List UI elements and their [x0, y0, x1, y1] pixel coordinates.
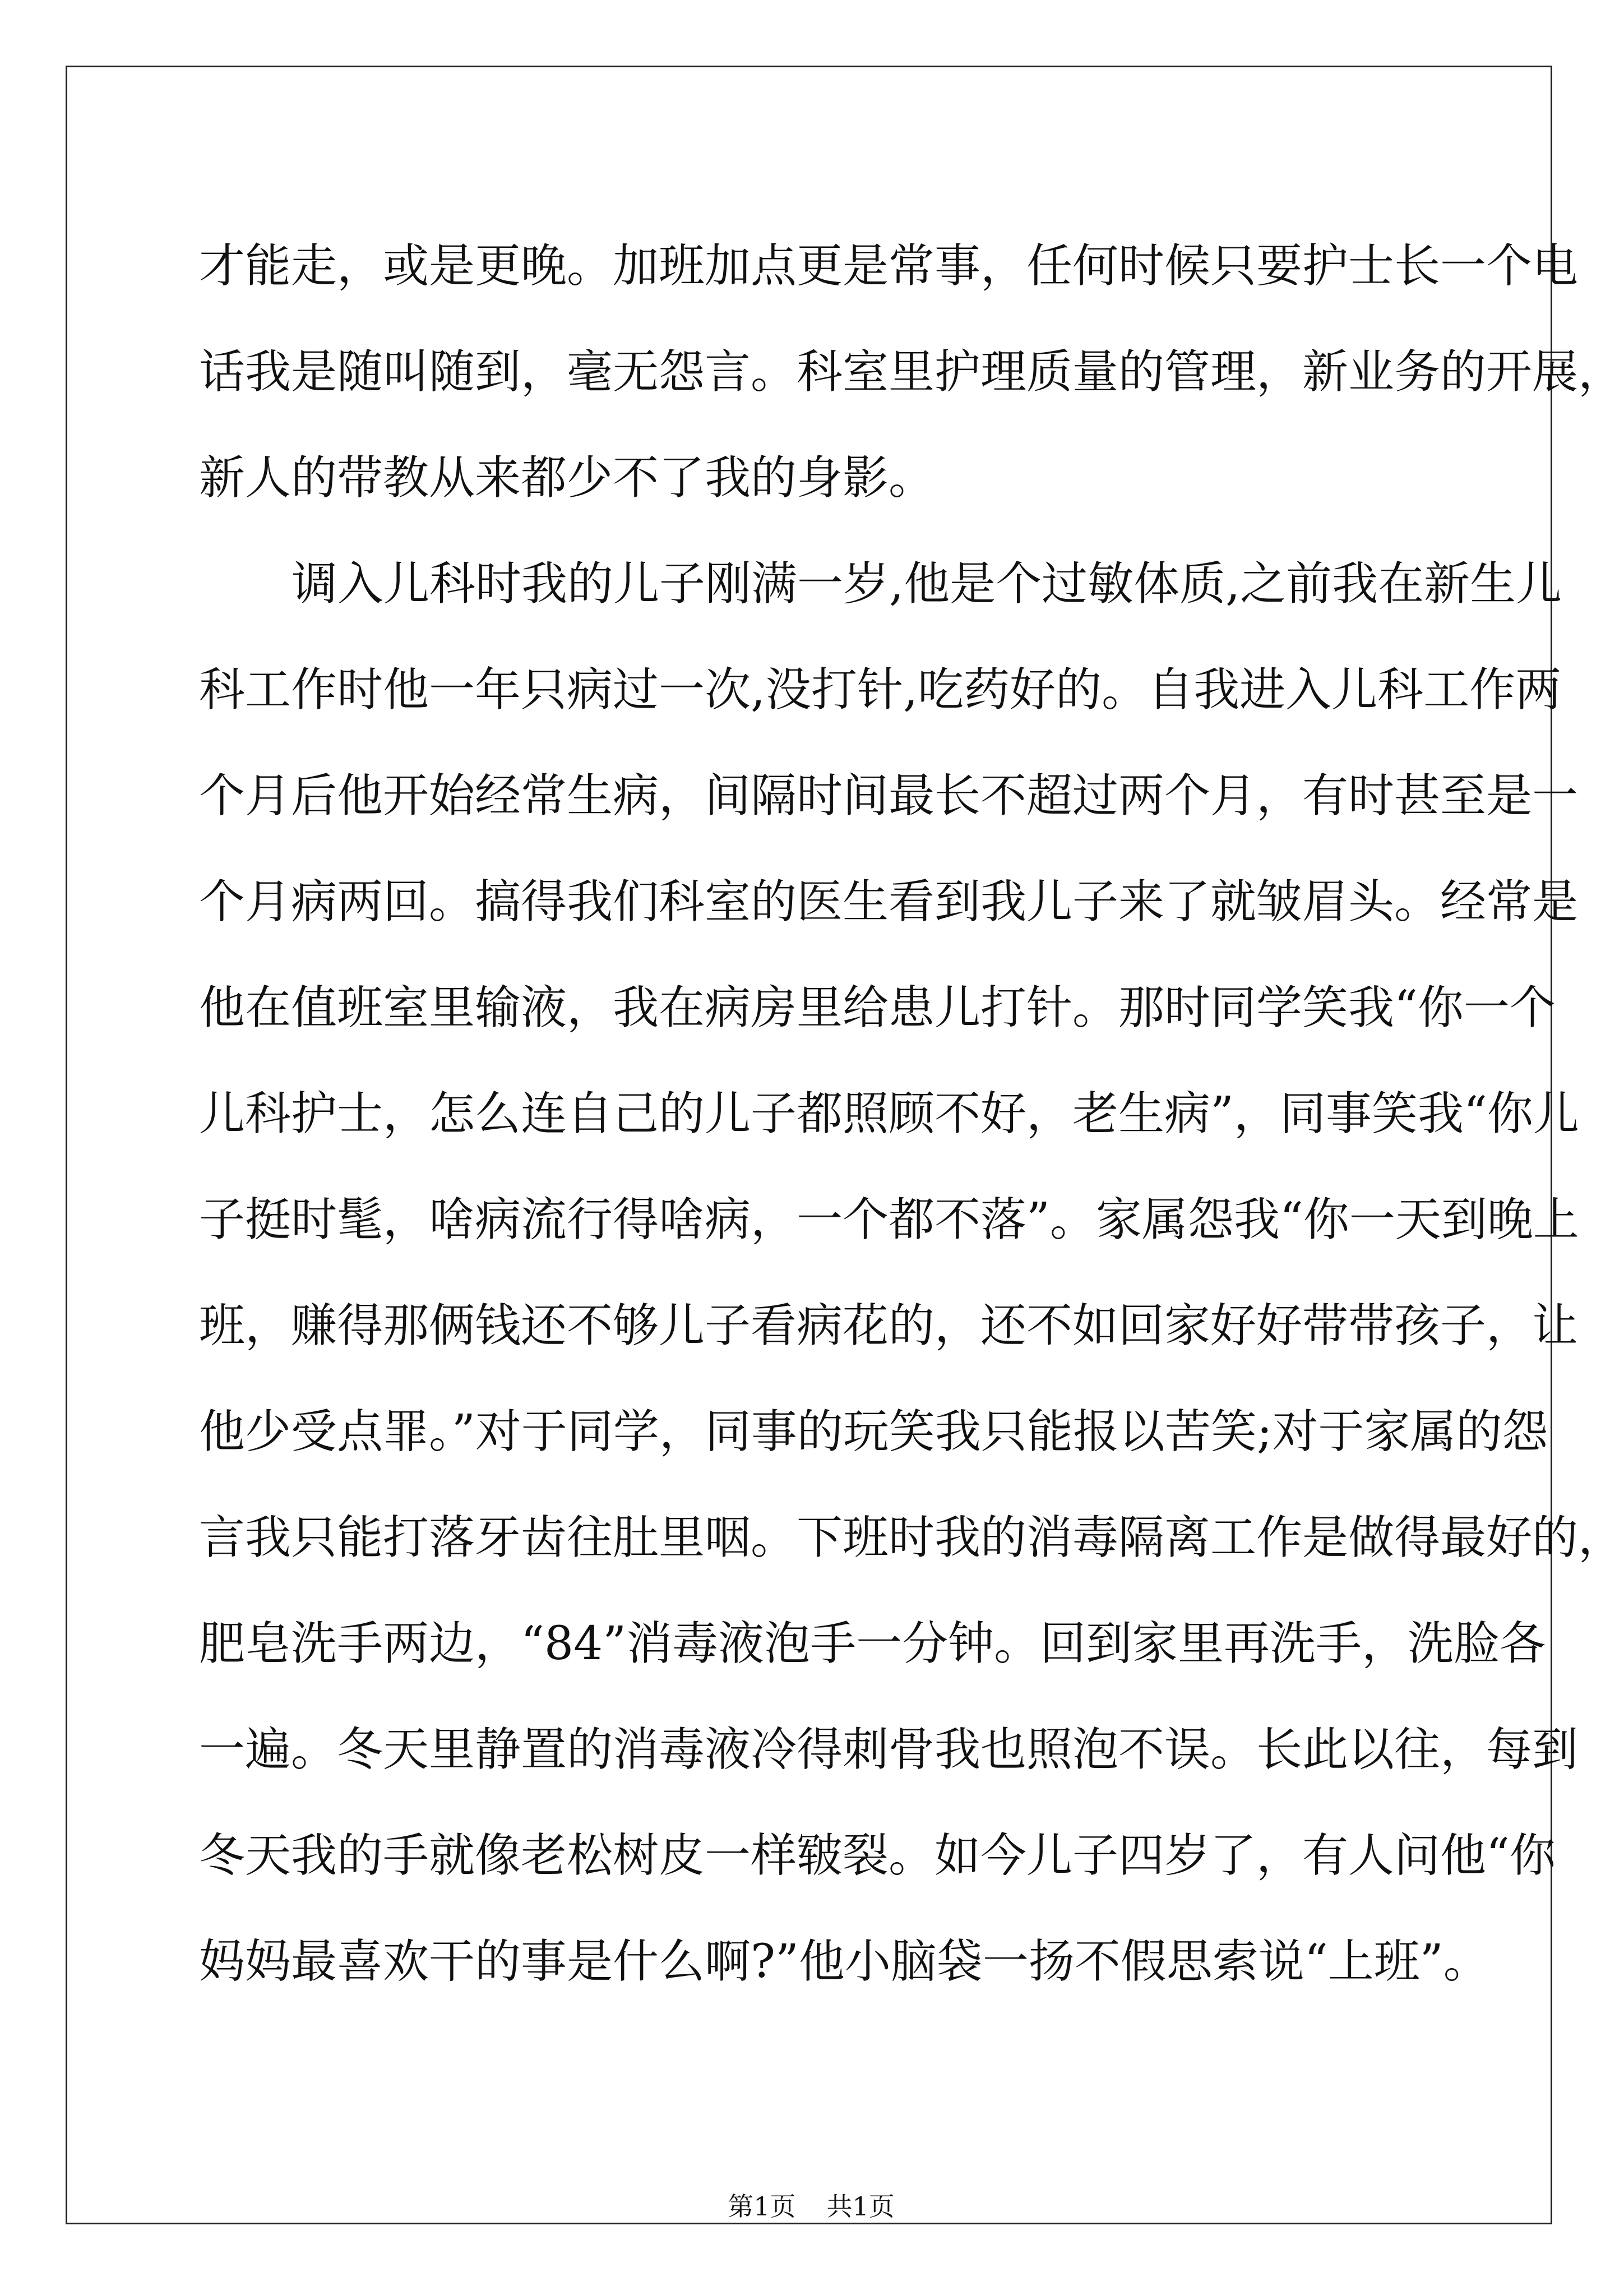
text-line: 肥皂洗手两边，“84”消毒液泡手一分钟。回到家里再洗手，洗脸各 — [199, 1617, 1546, 1670]
text-line: 班，赚得那俩钱还不够儿子看病花的，还不如回家好好带带孩子，让 — [199, 1299, 1579, 1352]
text-line: 一遍。冬天里静置的消毒液冷得刺骨我也照泡不误。长此以往，每到 — [199, 1723, 1579, 1776]
text-line: 他少受点罪。”对于同学，同事的玩笑我只能报以苦笑;对于家属的怨 — [199, 1405, 1548, 1458]
text-line: 子挺时髦，啥病流行得啥病，一个都不落”。家属怨我“你一天到晚上 — [199, 1193, 1579, 1246]
text-line: 新人的带教从来都少不了我的身影。 — [199, 451, 935, 505]
text-line: 个月病两回。搞得我们科室的医生看到我儿子来了就皱眉头。经常是 — [199, 875, 1579, 929]
text-line: 个月后他开始经常生病，间隔时间最长不超过两个月，有时甚至是一 — [199, 769, 1579, 823]
text-line: 才能走，或是更晚。加班加点更是常事，任何时候只要护士长一个电 — [199, 239, 1579, 293]
text-line: 他在值班室里输液，我在病房里给患儿打针。那时同学笑我“你一个 — [199, 981, 1556, 1035]
page-footer — [0, 2190, 1622, 2223]
document-body — [199, 213, 1624, 2015]
text-line: 冬天我的手就像老松树皮一样皲裂。如今儿子四岁了，有人问他“你 — [199, 1829, 1556, 1882]
current-page-number: 第1页 — [728, 2191, 796, 2222]
text-line: 话我是随叫随到，毫无怨言。科室里护理质量的管理，新业务的开展， — [199, 345, 1624, 399]
text-line: 妈妈最喜欢干的事是什么啊?”他小脑袋一扬不假思索说“上班”。 — [199, 1935, 1489, 1988]
text-line: 科工作时他一年只病过一次,没打针,吃药好的。自我进入儿科工作两 — [199, 663, 1562, 717]
text-line: 儿科护士，怎么连自己的儿子都照顾不好，老生病”，同事笑我“你儿 — [199, 1087, 1579, 1140]
text-line: 调入儿科时我的儿子刚满一岁,他是个过敏体质,之前我在新生儿 — [292, 557, 1562, 611]
total-page-count: 共1页 — [826, 2191, 895, 2222]
text-line: 言我只能打落牙齿往肚里咽。下班时我的消毒隔离工作是做得最好的， — [199, 1511, 1624, 1564]
